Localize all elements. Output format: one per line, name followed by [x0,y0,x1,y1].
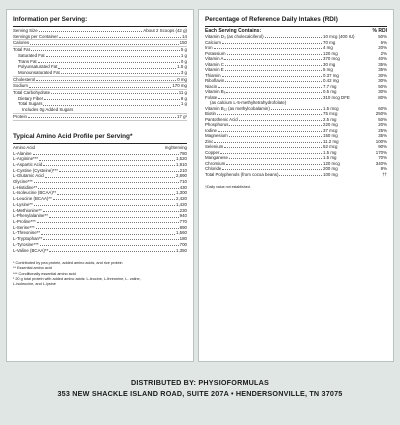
divider [205,26,387,27]
dot-leader [220,153,322,154]
nutrient-rdi: 60% [378,105,387,111]
dot-leader [34,205,175,206]
distributor-address: 353 NEW SHACKLE ISLAND ROAD, SUITE 207A • HENDERSONVILLE, TN 37075 [57,389,343,398]
dot-leader [59,37,181,38]
nutrient-amount: 5 mg [323,67,333,72]
dot-leader [279,175,322,176]
amino-name: L-Leucine (BCAA)** [13,196,52,202]
amino-value: 700 [179,241,187,247]
nutrient-amount: 220 mg [323,122,338,127]
dot-leader [225,81,322,82]
amino-name: L-Threonine** [13,230,41,236]
amino-name: L-Tryptophan** [13,236,43,242]
dot-leader [239,120,322,121]
dot-leader [46,56,180,57]
nutrient-amount: 120 mcg [323,160,340,166]
nutrient-rdi: 20% [378,45,387,50]
serving-row-label: Sodium [13,83,28,89]
amino-value: 710 [179,179,187,185]
serving-row-value: 8 g [180,95,187,101]
dot-leader [39,160,175,161]
nutrient-rdi: 90% [378,144,387,149]
nutrient-amount: 7.7 mg [323,83,337,89]
distributor-name: DISTRIBUTED BY: PHYSIOFORMULAS [130,378,270,387]
nutrient-rdi: 170% [375,149,387,155]
serving-row-label: Includes 0g Added Sugars [22,107,74,113]
amino-name: L-Tyrosine*** [13,241,39,247]
nutrient-name: Vitamin C [205,61,224,67]
serving-row [13,70,187,77]
amino-value: 780 [179,150,187,156]
serving-row-label: Total Sugars [18,101,43,107]
nutrient-name: Biotin [205,111,216,116]
nutrient-amount: 200 mg [323,166,338,171]
serving-row-label: Trans Fat [18,58,37,64]
nutrient-name: Thiamin [205,72,221,78]
nutrient-name: Potassium [205,50,226,56]
dot-leader [38,188,179,189]
amino-name: L-Phenylalanine** [13,213,48,219]
serving-row-value: 0 g [180,58,187,64]
dot-leader [217,114,322,115]
amino-name: L-Lysine** [13,201,33,207]
nutrient-amount: 1.5 mcg [323,105,339,111]
footnote-line: *** Conditionally essential amino acid [13,271,76,276]
nutrient-amount: 11.2 mg [323,138,339,144]
nutrient-rdi: 50% [378,83,387,89]
amino-name: L-Isoleucine (BCAA)** [13,190,57,196]
serving-row-value: 17 g¹ [176,113,187,119]
dot-leader [28,117,176,118]
serving-row-value: 170 mg [172,83,187,89]
nutrient-rdi: 250% [375,111,387,116]
nutrient-name: Iron [205,45,213,50]
dot-leader [218,98,322,99]
nutrient-rdi: 70% [378,155,387,160]
amino-value: 210 [179,167,187,173]
nutrient-amount: 10 mcg (400 IU) [323,34,355,39]
nutrient-rdi: 50% [378,116,387,122]
serving-row-value: 11 g [178,90,187,96]
serving-row-value: 3 g [180,69,187,75]
amino-value: 890 [179,224,187,230]
nutrient-rdi: 40% [378,56,387,61]
nutrient-rdi: 2% [380,50,387,56]
dot-leader [37,222,179,223]
nutrient-name: Copper [205,149,220,155]
serving-row-label: Servings per Container [13,33,58,39]
amino-col-unit: mg/Serving [164,144,187,150]
serving-row-value: 14 [182,33,187,39]
dot-leader [43,211,179,212]
amino-value: 2,420 [176,196,187,202]
dot-leader [218,131,322,132]
dot-leader [29,87,171,88]
dot-leader [38,62,180,63]
dot-leader [226,92,322,93]
nutrient-name: Riboflavin [205,78,225,83]
dot-leader [30,44,179,45]
amino-value: 2,890 [176,173,187,179]
nutrient-amount: 52 mcg [323,144,338,149]
amino-name: L-Arginine*** [13,156,39,162]
amino-value: 770 [179,218,187,224]
amino-value: 1,300 [176,190,187,196]
serving-row-label: Protein [13,113,27,119]
nutrient-name: Magnesium [205,133,228,138]
serving-row [13,107,187,114]
rdi-title: Percentage of Reference Daily Intakes (RDI) [205,16,338,23]
nutrient-amount: 310 mcg DFE [323,94,350,100]
amino-name: Glycine*** [13,179,33,185]
serving-row-value: 1.5 g [177,64,187,70]
nutrient-amount: 100 mg [323,171,338,177]
serving-row-label: Serving Size [13,28,38,33]
dot-leader [40,245,179,246]
nutrient-name: Selenium [205,144,224,149]
dot-leader [226,164,322,165]
serving-row-value: 5 g [180,47,187,53]
nutrient-name: Niacin [205,83,218,89]
amino-value: 940 [179,213,187,219]
amino-value: 180 [179,236,187,242]
nutrient-name: Zinc [205,138,214,144]
dot-leader [225,65,322,66]
nutrient-name: Iodine [205,127,217,133]
dot-leader [53,199,175,200]
nutrient-rdi: 35% [378,67,387,72]
amino-value: 1,560 [176,230,187,236]
serving-row-value: 1 g [180,52,187,58]
nutrient-name: Vitamin A [205,56,224,61]
dot-leader [225,70,322,71]
amino-table [13,151,187,254]
dot-leader [57,194,175,195]
serving-row-value: 0 mg [177,76,187,82]
divider [13,143,187,144]
serving-row-value: About 2 Scoops (42 g) [143,28,187,33]
dot-leader [265,37,322,38]
serving-table [13,28,187,121]
dot-leader [229,125,322,126]
rdi-footnote: †Daily value not established. [205,185,251,189]
nutrient-rdi: 25% [378,127,387,133]
nutrient-name: Vitamin E [205,67,224,72]
nutrient-rdi: 50% [378,34,387,39]
serving-row-label: Total Fat [13,47,30,53]
dot-leader [214,142,322,143]
nutrient-amount: 0.42 mg [323,78,339,83]
nutrient-name: Vitamin B₁₂ (as methylcobalamin) [205,105,270,111]
amino-name: L-Valine (BCAA)** [13,247,49,253]
nutrient-name: (as calcium L-5-methyltetrahydrofolate) [210,100,287,105]
dot-leader [36,80,176,81]
footnote-line: * Contributed by pea protein, added amino acids, and rice protein [13,261,123,266]
serving-row [13,34,187,41]
nutrient-name: Vitamin B₆ [205,89,226,94]
amino-name: L-Histidine** [13,184,38,190]
amino-name: L-Alanine [13,150,32,156]
dot-leader [49,217,179,218]
serving-row-label: Dietary Fiber [18,95,44,101]
amino-name: L-Glutamic Acid [13,173,44,179]
serving-row-label: Total Carbohydrate [13,90,51,96]
dot-leader [41,234,175,235]
dot-leader [58,68,176,69]
dot-leader [44,99,180,100]
nutrient-rdi: †† [382,171,387,177]
serving-row-value: 1 g [180,101,187,107]
nutrient-amount: 1.5 mg [323,149,337,155]
dot-leader [229,136,322,137]
serving-title: Information per Serving: [13,16,88,23]
rdi-col-name: Each Serving Contains: [205,28,262,34]
serving-row [13,83,187,90]
nutrient-amount: 70 mg [323,39,336,45]
nutrient-rdi: 35% [378,61,387,67]
dot-leader [49,251,175,252]
footnote-line: ¹ 20 g total protein with added amino acids: L-leucine, L-threonine, L- valine, [13,276,141,281]
nutrient-rdi: 30% [378,89,387,94]
rdi-col-pct: % RDI [372,28,387,34]
rdi-panel [198,9,394,362]
nutrient-amount: 30 mg [323,61,336,67]
amino-name: L-Methionine** [13,207,42,213]
amino-title: Typical Amino Acid Profile per Serving* [13,132,133,140]
nutrient-rdi: 80% [378,94,387,100]
amino-value: 1,910 [176,161,187,167]
dot-leader [43,165,175,166]
nutrient-name: Total Polyphenols (from cocoa beans) [205,171,279,177]
dot-leader [34,182,179,183]
dot-leader [271,109,322,110]
amino-value: 230 [179,207,187,213]
nutrient-name: Calcium [205,39,221,45]
dot-leader [43,105,179,106]
nutrient-rdi: 6% [380,39,387,45]
dot-leader [222,169,322,170]
dot-leader [59,171,179,172]
dot-leader [33,154,179,155]
serving-row [13,114,187,121]
dot-leader [222,76,322,77]
nutrient-rdi: 20% [378,122,387,127]
nutrient-rdi: 8% [380,166,387,171]
dot-leader [31,50,180,51]
nutrient-amount: 150 mg [323,133,338,138]
serving-row-label: Cholesterol [13,76,36,82]
amino-value: 1,350 [176,247,187,253]
dot-leader [229,158,322,159]
nutrient-amount: 2.5 mg [323,116,337,122]
nutrient-amount: 120 mg [323,50,338,56]
serving-row-value: 150 [179,40,187,46]
serving-row-label: Saturated Fat [18,52,45,58]
rdi-table [205,34,387,177]
amino-col-name: Amino Acid [13,144,35,150]
nutrient-name: Pantothenic Acid [205,116,238,122]
nutrient-name: Folate [205,94,218,100]
amino-value: 1,520 [176,156,187,162]
nutrient-name: Phosphorus [205,122,229,127]
footnote-line: ** Essential amino acid [13,266,52,271]
serving-info-panel [6,9,194,362]
dot-leader [36,228,179,229]
nutrient-amount: 370 mcg [323,56,340,61]
amino-name: L-Cystine (Cysteine)*** [13,167,58,173]
amino-footnotes [13,261,187,287]
divider [13,26,187,27]
amino-value: 1,420 [176,201,187,207]
nutrient-amount: 0.37 mg [323,72,339,78]
nutrient-rdi: 35% [378,133,387,138]
nutrient-amount: 1.5 mg [323,155,337,160]
dot-leader [224,147,322,148]
nutrient-amount: 0.5 mg [323,89,337,94]
dot-leader [39,31,143,32]
footnote-line: L-isoleucine, and L-lysine [13,282,56,287]
dot-leader [222,43,322,44]
nutrient-name: Chromium [205,160,226,166]
dot-leader [227,54,323,55]
amino-name: L-Aspartic Acid [13,161,43,167]
serving-row-label: Calories [13,40,30,46]
amino-value: 430 [179,184,187,190]
amino-name: L-Proline*** [13,218,36,224]
dot-leader [45,177,175,178]
dot-leader [51,93,178,94]
nutrient-rdi: 30% [378,72,387,78]
dot-leader [218,87,322,88]
nutrient-rdi: 30% [378,78,387,83]
nutrient-amount: 75 mcg [323,111,338,116]
dot-leader [43,239,178,240]
nutrient-rdi: 100% [375,138,387,144]
dot-leader [61,73,180,74]
dot-leader [214,48,322,49]
serving-row-label: Polyunsaturated Fat [18,64,58,70]
serving-row [13,40,187,47]
nutrient-amount: 37 mcg [323,127,338,133]
nutrient-amount: 4 mg [323,45,333,50]
dot-leader [224,59,322,60]
nutrient-name: Manganese [205,155,228,160]
nutrient-name: Vitamin D₃ (as cholecalciferol) [205,34,264,39]
nutrient-rdi: 340% [375,160,387,166]
amino-name: L-Serine*** [13,224,35,230]
serving-row [13,77,187,84]
serving-row-label: Monounsaturated Fat [18,69,60,75]
nutrient-name: Chloride [205,166,222,171]
